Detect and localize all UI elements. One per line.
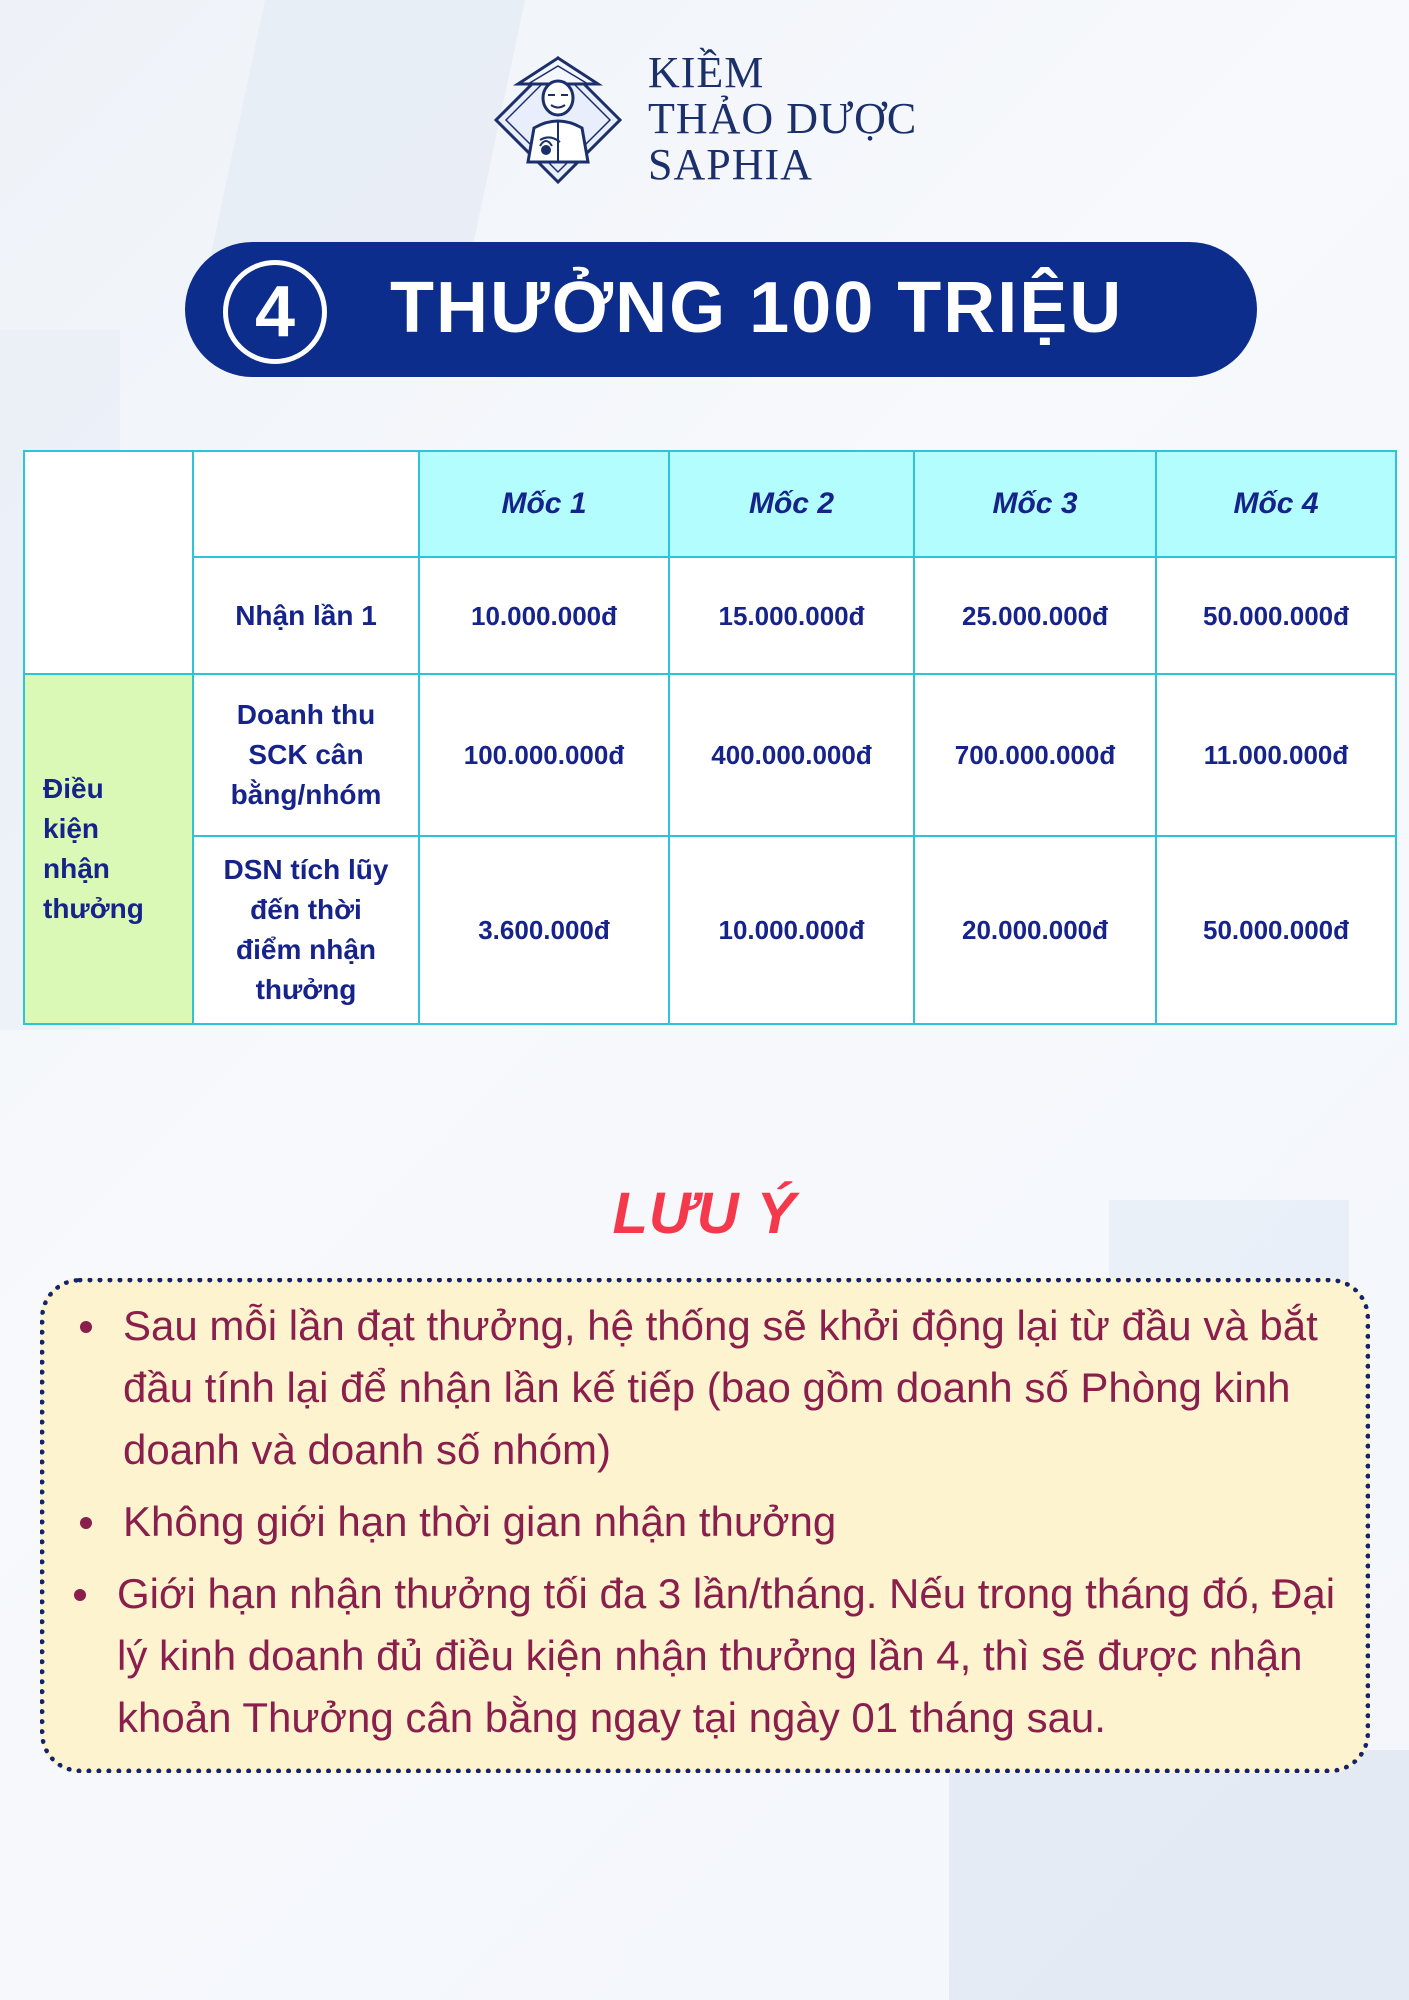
condition-value: 400.000.000đ	[669, 674, 914, 836]
milestone-header: Mốc 3	[914, 451, 1156, 557]
table-header-blank-cell	[193, 451, 419, 557]
milestone-header: Mốc 4	[1156, 451, 1396, 557]
note-line: doanh và doanh số nhóm)	[123, 1426, 612, 1473]
reward-value: 10.000.000đ	[419, 557, 669, 674]
farmer-portrait-diamond-icon	[488, 50, 628, 190]
note-line: Không giới hạn thời gian nhận thưởng	[123, 1498, 837, 1545]
condition-value: 20.000.000đ	[914, 836, 1156, 1024]
notes-box	[40, 1278, 1370, 1773]
milestone-header: Mốc 1	[419, 451, 669, 557]
table-corner-cell	[24, 451, 193, 674]
condition-value: 50.000.000đ	[1156, 836, 1396, 1024]
condition-label-line: nhận	[43, 853, 110, 884]
row-label	[193, 836, 419, 1024]
reward-value: 50.000.000đ	[1156, 557, 1396, 674]
section-title: THƯỞNG 100 TRIỆU	[390, 268, 1124, 348]
row-label-line: SCK cân	[248, 739, 364, 770]
note-line: Giới hạn nhận thưởng tối đa 3 lần/tháng. Nếu trong tháng đó, Đại	[117, 1570, 1336, 1617]
condition-value: 11.000.000đ	[1156, 674, 1396, 836]
condition-value: 10.000.000đ	[669, 836, 914, 1024]
condition-value: 700.000.000đ	[914, 674, 1156, 836]
brand-name	[648, 50, 917, 188]
brand-logo	[488, 50, 948, 190]
brand-line-1: KIỀM	[648, 48, 765, 97]
background-shape	[949, 1750, 1409, 2000]
milestone-header: Mốc 2	[669, 451, 914, 557]
note-line: đầu tính lại để nhận lần kế tiếp (bao gồm doanh số Phòng kinh	[123, 1364, 1291, 1411]
row-label-line: điểm nhận	[235, 934, 376, 965]
row-label-line: DSN tích lũy	[223, 854, 389, 885]
notes-title: LƯU Ý	[612, 1181, 797, 1246]
list-item	[45, 1491, 1365, 1553]
brand-line-3: SAPHIA	[648, 140, 813, 189]
row-label-line: thưởng	[255, 974, 357, 1005]
note-line: khoản Thưởng cân bằng ngay tại ngày 01 tháng sau.	[117, 1694, 1106, 1741]
brand-line-2: THẢO DƯỢC	[648, 94, 918, 143]
reward-value: 15.000.000đ	[669, 557, 914, 674]
list-item	[45, 1295, 1365, 1481]
condition-value: 100.000.000đ	[419, 674, 669, 836]
note-line: lý kinh doanh đủ điều kiện nhận thưởng lần 4, thì sẽ được nhận	[117, 1632, 1303, 1679]
list-item	[45, 1563, 1365, 1749]
row-label-line: đến thời	[250, 894, 362, 925]
section-number-badge: 4	[223, 260, 327, 364]
reward-table	[23, 450, 1397, 1025]
condition-value: 3.600.000đ	[419, 836, 669, 1024]
row-label: Nhận lần 1	[193, 557, 419, 674]
reward-value: 25.000.000đ	[914, 557, 1156, 674]
table-row	[24, 674, 1396, 836]
condition-label-line: kiện	[43, 813, 100, 844]
condition-label-cell	[24, 674, 193, 1024]
table-header-row	[24, 451, 1396, 557]
section-title-banner	[185, 242, 1257, 377]
row-label-line: bằng/nhóm	[230, 779, 382, 810]
table-row	[24, 836, 1396, 1024]
table-row	[24, 557, 1396, 674]
row-label-line: Doanh thu	[236, 699, 376, 730]
condition-label-line: Điều	[43, 773, 104, 804]
row-label	[193, 674, 419, 836]
notes-list	[45, 1283, 1365, 1749]
condition-label-line: thưởng	[43, 893, 144, 924]
note-line: Sau mỗi lần đạt thưởng, hệ thống sẽ khởi động lại từ đầu và bắt	[123, 1302, 1318, 1349]
